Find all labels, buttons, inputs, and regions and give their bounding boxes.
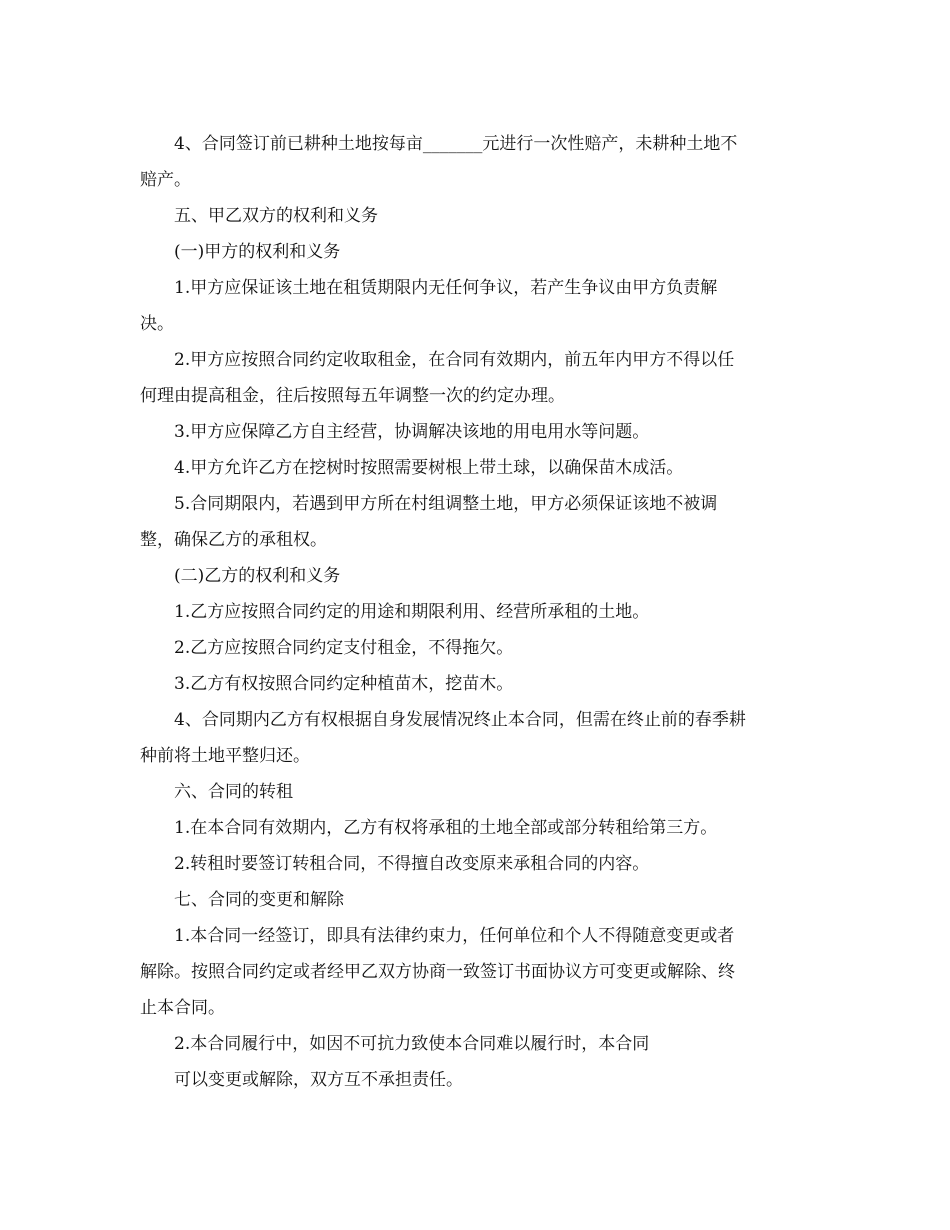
paragraph-line: 1.乙方应按照合同约定的用途和期限利用、经营所承租的土地。 xyxy=(174,602,650,622)
paragraph-line: 1.本合同一经签订，即具有法律约束力，任何单位和个人不得随意变更或者 xyxy=(174,926,735,946)
paragraph xyxy=(140,666,808,702)
paragraph-line: 整，确保乙方的承租权。 xyxy=(140,530,327,550)
paragraph-line: 何理由提高租金，往后按照每五年调整一次的约定办理。 xyxy=(140,386,565,406)
paragraph-line: 4.甲方允许乙方在挖树时按照需要树根上带土球，以确保苗木成活。 xyxy=(174,458,684,478)
paragraph-line: (一)甲方的权利和义务 xyxy=(174,242,341,262)
paragraph xyxy=(140,918,808,1026)
paragraph xyxy=(140,630,808,666)
paragraph-line: 1.甲方应保证该土地在租赁期限内无任何争议，若产生争议由甲方负责解 xyxy=(174,278,718,298)
paragraph-line: 4、合同期内乙方有权根据自身发展情况终止本合同，但需在终止前的春季耕 xyxy=(174,710,746,730)
paragraph-line: 2.甲方应按照合同约定收取租金，在合同有效期内，前五年内甲方不得以任 xyxy=(174,350,735,370)
paragraph xyxy=(140,1026,808,1062)
paragraph xyxy=(140,342,808,414)
paragraph-line: 2.本合同履行中，如因不可抗力致使本合同难以履行时，本合同 xyxy=(174,1034,650,1054)
paragraph xyxy=(140,486,808,558)
paragraph xyxy=(140,414,808,450)
paragraph-line: 5.合同期限内，若遇到甲方所在村组调整土地，甲方必须保证该地不被调 xyxy=(174,494,718,514)
paragraph xyxy=(140,198,808,234)
paragraph xyxy=(140,450,808,486)
paragraph-line: 2.转租时要签订转租合同，不得擅自改变原来承租合同的内容。 xyxy=(174,854,650,874)
paragraph-line: 赔产。 xyxy=(140,170,191,190)
paragraph-line: 4、合同签订前已耕种土地按每亩_______元进行一次性赔产，未耕种土地不 xyxy=(174,134,738,154)
paragraph xyxy=(140,1062,808,1098)
paragraph xyxy=(140,558,808,594)
paragraph-line: 2.乙方应按照合同约定支付租金，不得拖欠。 xyxy=(174,638,514,658)
paragraph xyxy=(140,774,808,810)
paragraph xyxy=(140,594,808,630)
paragraph xyxy=(140,882,808,918)
paragraph xyxy=(140,702,808,774)
paragraph-line: 解除。按照合同约定或者经甲乙双方协商一致签订书面协议方可变更或解除、终 xyxy=(140,962,735,982)
paragraph-line: 五、甲乙双方的权利和义务 xyxy=(174,206,378,226)
document-body xyxy=(140,126,808,1098)
paragraph-line: 种前将土地平整归还。 xyxy=(140,746,310,766)
paragraph xyxy=(140,234,808,270)
paragraph xyxy=(140,846,808,882)
paragraph-line: 七、合同的变更和解除 xyxy=(174,890,344,910)
paragraph-line: 1.在本合同有效期内，乙方有权将承租的土地全部或部分转租给第三方。 xyxy=(174,818,718,838)
paragraph-line: 止本合同。 xyxy=(140,998,225,1018)
paragraph-line: 可以变更或解除，双方互不承担责任。 xyxy=(174,1070,463,1090)
paragraph-line: 3.乙方有权按照合同约定种植苗木，挖苗木。 xyxy=(174,674,514,694)
paragraph-line: 3.甲方应保障乙方自主经营，协调解决该地的用电用水等问题。 xyxy=(174,422,650,442)
paragraph xyxy=(140,126,808,198)
paragraph-line: (二)乙方的权利和义务 xyxy=(174,566,341,586)
paragraph xyxy=(140,270,808,342)
paragraph-line: 决。 xyxy=(140,314,174,334)
paragraph xyxy=(140,810,808,846)
paragraph-line: 六、合同的转租 xyxy=(174,782,293,802)
